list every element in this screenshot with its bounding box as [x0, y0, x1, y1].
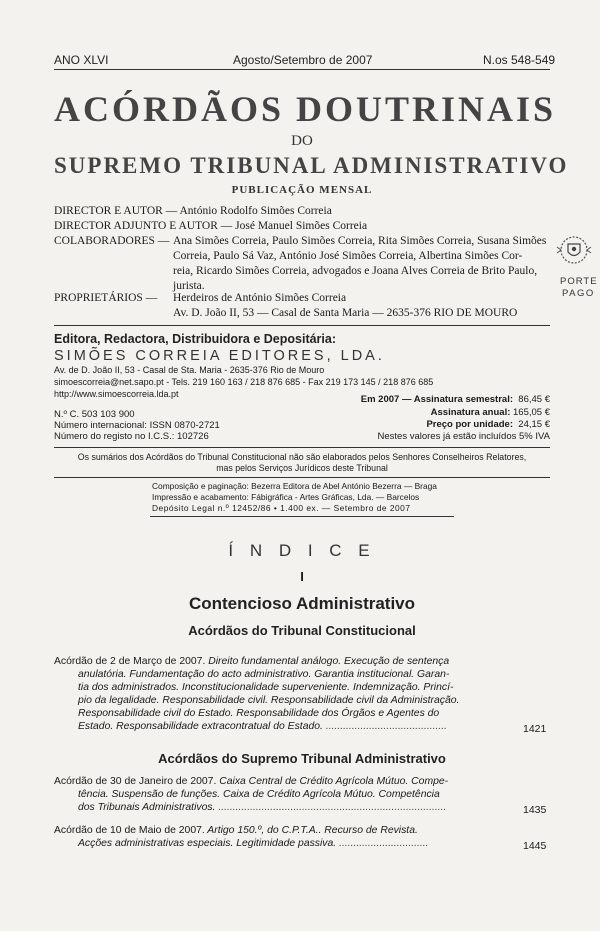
page-number: 1435 — [523, 804, 547, 816]
collaborators-line: reia, Ricardo Simões Correia, advogados e Joana Alves Correia de Brito Paulo, — [173, 265, 538, 277]
entry-text: Artigo 150.º, do C.P.T.A.. Recurso de Revista. — [207, 825, 418, 836]
index-part: I — [300, 569, 304, 584]
index-section: Contencioso Administrativo — [188, 594, 416, 613]
publisher-name: SIMÕES CORREIA EDITORES, LDA. — [54, 348, 385, 364]
entry-text: dos Tribunais Administrativos. — [78, 802, 216, 813]
court-name: SUPREMO TRIBUNAL ADMINISTRATIVO — [54, 153, 569, 178]
pago-label: PAGO — [562, 288, 595, 299]
notice-line: mas pelos Serviços Jurídicos deste Tribunal — [216, 463, 388, 473]
owners-line: Herdeiros de António Simões Correia — [173, 292, 347, 304]
index-entry-line[interactable] — [54, 656, 449, 669]
porte-label: PORTE — [560, 276, 598, 287]
publisher-heading: Editora, Redactora, Distribuidora e Depositária: — [54, 332, 337, 346]
legal-deposit: Depósito Legal n.º 12452/86 • 1.400 ex. — Setembro de 2007 — [152, 503, 411, 513]
issue-number: N.os 548-549 — [483, 53, 556, 67]
entry-text: Direito fundamental análogo. Execução de sentença — [208, 656, 450, 667]
entry-text: Acções administrativas especiais. Legitimidade passiva. — [78, 838, 337, 849]
tax-number: N.º C. 503 103 900 — [54, 409, 135, 420]
subsection-title: Acórdãos do Tribunal Constitucional — [188, 623, 416, 638]
subsection-title: Acórdãos do Supremo Tribunal Administrativo — [158, 751, 446, 766]
deputy-director-line: DIRECTOR ADJUNTO E AUTOR — José Manuel Simões Correia — [54, 220, 368, 232]
publisher-address: Av. de D. João II, 53 - Casal de Sta. Maria - 2635-376 Rio de Mouro — [54, 365, 325, 375]
index-entry-line — [78, 721, 447, 734]
journal-title: ACÓRDÃOS DOUTRINAIS — [54, 89, 557, 129]
index-entry-line[interactable] — [54, 825, 418, 838]
collaborators-line: Correia, Paulo Sá Vaz, António José Simões Correia, Albertina Simões Cor- — [173, 250, 523, 262]
owners-address: Av. D. João II, 53 — Casal de Santa Maria — 2635-376 RIO DE MOURO — [173, 307, 518, 319]
index-title: Í N D I C E — [228, 541, 376, 560]
header-divider — [54, 69, 550, 70]
leader-dots: ............................................................................... — [218, 802, 447, 813]
price-label: Assinatura anual: — [430, 407, 511, 418]
price-unit — [300, 419, 550, 430]
director-line: DIRECTOR E AUTOR — António Rodolfo Simões Correia — [54, 205, 332, 217]
entry-text: Estado. Responsabilidade extracontratual do Estado. — [78, 721, 323, 732]
issn-number: Número internacional: ISSN 0870-2721 — [54, 420, 220, 431]
entry-lead: Acórdão de 10 de Maio de 2007. — [54, 825, 205, 836]
leader-dots: .......................................... — [325, 721, 448, 732]
leader-dots: ............................... — [339, 838, 429, 849]
entry-lead: Acórdão de 30 de Janeiro de 2007. — [54, 776, 217, 787]
index-entry-line: Responsabilidade civil do Estado. Responsabilidade dos Órgãos e Agentes do — [78, 708, 440, 719]
printing-credit: Impressão e acabamento: Fábigráfica - Artes Gráficas, Lda. — Barcelos — [152, 492, 420, 502]
index-entry-line: tência. Suspensão de funções. Caixa de Crédito Agrícola Mútuo. Competência — [78, 789, 440, 800]
volume-number: ANO XLVI — [54, 53, 109, 67]
index-entry-line — [78, 838, 429, 851]
price-value: 24,15 € — [518, 419, 550, 430]
price-label: Em 2007 — Assinatura semestral: — [360, 394, 514, 405]
price-annual — [300, 407, 550, 418]
notice-divider — [54, 477, 550, 478]
publisher-website[interactable]: http://www.simoescorreia.lda.pt — [54, 389, 179, 399]
vat-note: Nestes valores já estão incluídos 5% IVA — [377, 431, 550, 442]
collaborators-line: Ana Simões Correia, Paulo Simões Correia, Rita Simões Correia, Susana Simões — [173, 235, 547, 247]
entry-text: Caixa Central de Crédito Agrícola Mútuo. Compe- — [219, 776, 449, 787]
publisher-divider — [54, 447, 550, 448]
publisher-contacts: simoescorreia@net.sapo.pt - Tels. 219 160 163 / 218 876 685 - Fax 219 173 145 / 218 876 685 — [54, 377, 434, 387]
index-entry-line: anulatória. Fundamentação do acto administrativo. Garantia institucional. Garan- — [78, 669, 450, 680]
index-entry-line: pio da legalidade. Responsabilidade civil. Responsabilidade civil da Administração. — [78, 695, 460, 706]
coat-of-arms-icon — [555, 232, 593, 268]
index-entry-line — [78, 802, 446, 815]
price-label: Preço por unidade: — [426, 419, 514, 430]
masthead-divider — [54, 325, 550, 326]
composition-credit: Composição e paginação: Bezerra Editora de Abel António Bezerra — Braga — [152, 481, 437, 491]
collaborators-label: COLABORADORES — — [54, 235, 170, 247]
index-entry-line[interactable] — [54, 776, 448, 789]
price-value: 165,05 € — [513, 407, 550, 418]
price-value: 86,45 € — [518, 394, 550, 405]
ics-registry: Número do registo no I.C.S.: 102726 — [54, 431, 209, 442]
page-number: 1421 — [523, 723, 547, 735]
page-number: 1445 — [523, 840, 547, 852]
index-entry-line: tia dos administrados. Inconstitucionalidade superveniente. Indemnização. Princí- — [78, 682, 454, 693]
entry-lead: Acórdão de 2 de Março de 2007. — [54, 656, 206, 667]
title-connector: DO — [291, 133, 313, 149]
price-semestral — [300, 394, 550, 405]
owners-label: PROPRIETÁRIOS — — [54, 292, 158, 304]
issue-date: Agosto/Setembro de 2007 — [233, 53, 373, 67]
production-divider — [150, 516, 454, 517]
notice-line: Os sumários dos Acórdãos do Tribunal Constitucional não são elaborados pelos Senhores Conselheiros Relatores, — [77, 452, 527, 462]
publication-frequency: PUBLICAÇÃO MENSAL — [231, 184, 373, 196]
collaborators-line: jurista. — [173, 280, 205, 292]
